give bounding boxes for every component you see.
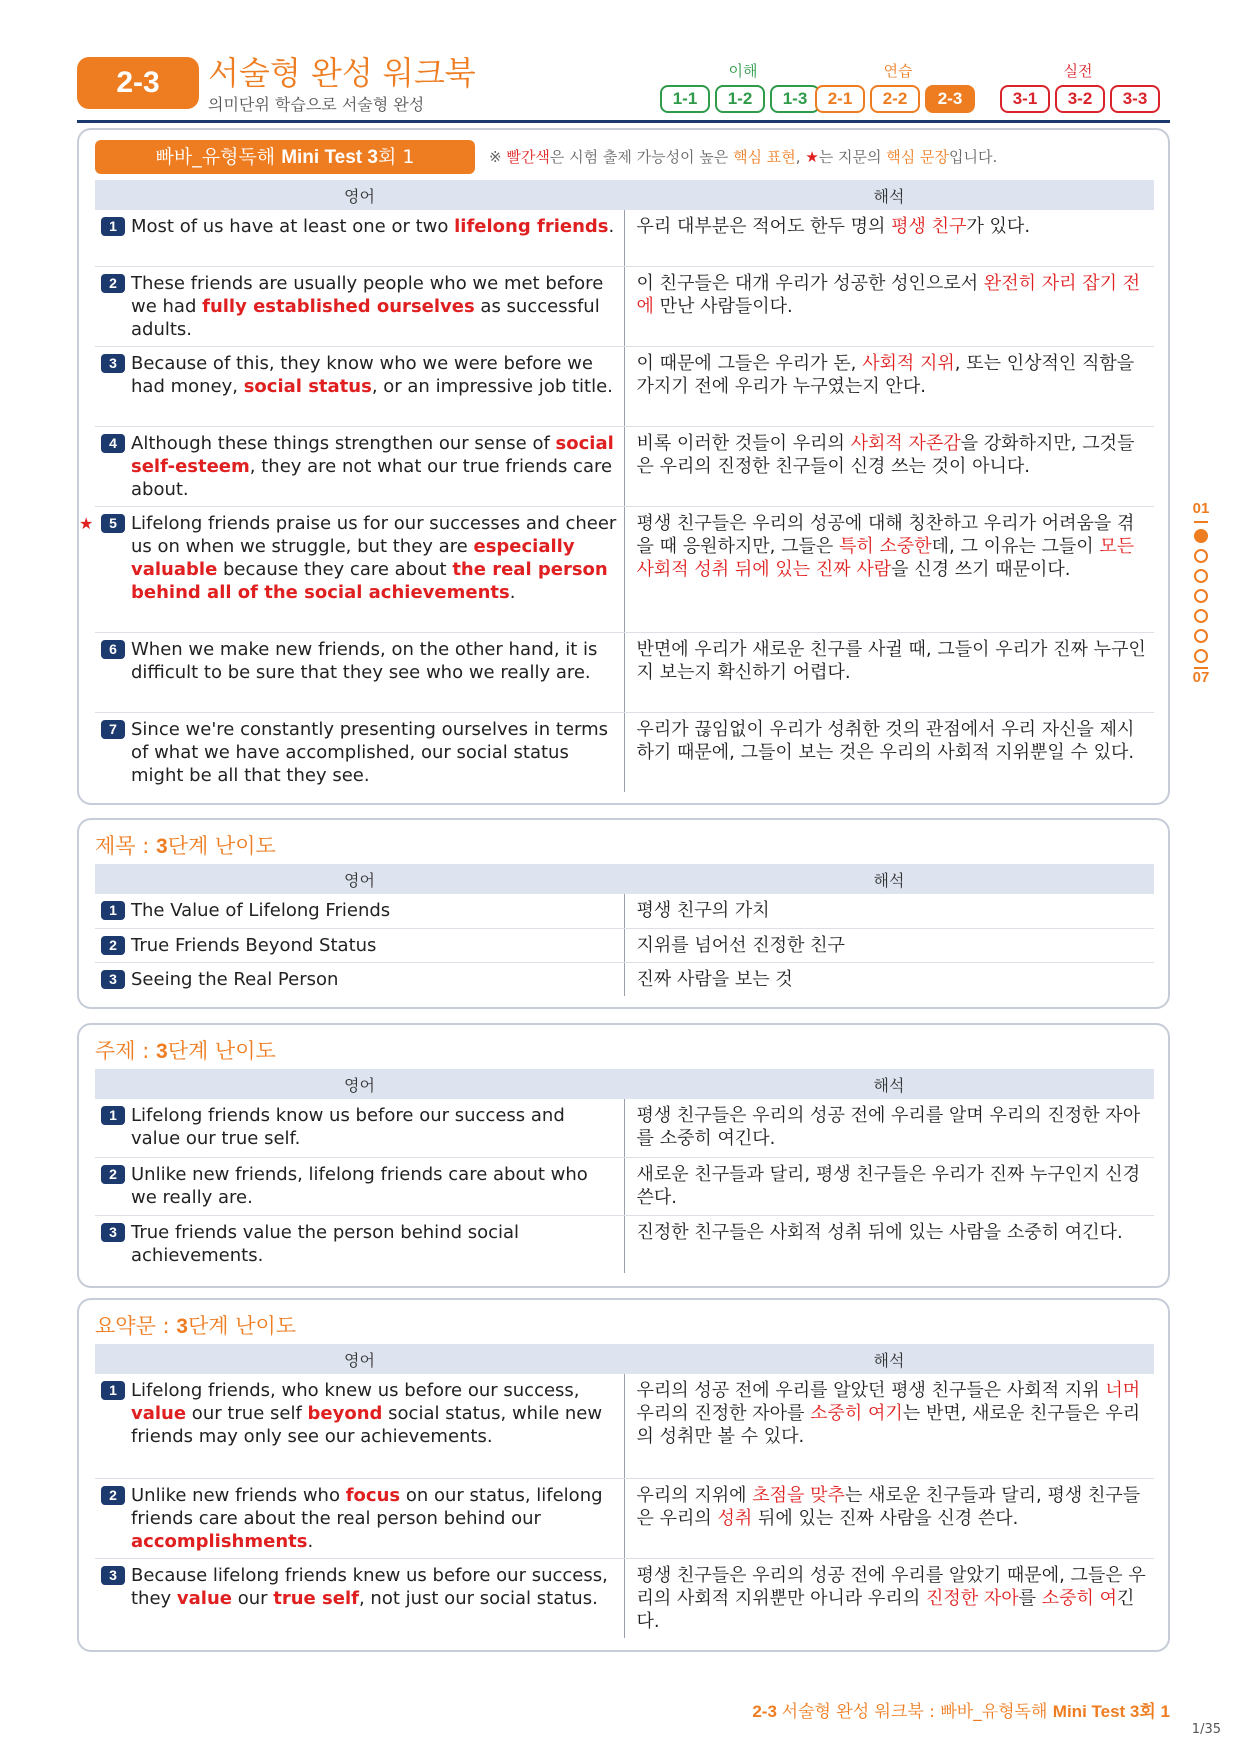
row-number-badge: 1 bbox=[101, 217, 125, 236]
section-badge: 2-3 bbox=[77, 57, 199, 109]
title-panel bbox=[77, 818, 1170, 1009]
section-heading: 요약문 : 3단계 난이도 bbox=[95, 1314, 297, 1338]
translation-cell: 우리가 끊임없이 우리가 성취한 것의 관점에서 우리 자신을 제시하기 때문에, 그들이 보는 것은 우리의 사회적 지위뿐일 수 있다. bbox=[636, 718, 1135, 763]
row-number-badge: 3 bbox=[101, 354, 125, 373]
table-row bbox=[95, 962, 1154, 996]
translation-cell: 평생 친구들은 우리의 성공 전에 우리를 알며 우리의 진정한 자아를 소중히 여긴다. bbox=[624, 1099, 1154, 1157]
page-subtitle: 의미단위 학습으로 서술형 완성 bbox=[208, 95, 425, 114]
table-row bbox=[95, 210, 1154, 266]
section-heading: 주제 : 3단계 난이도 bbox=[95, 1039, 276, 1063]
row-number-badge: 4 bbox=[101, 434, 125, 453]
table-row bbox=[95, 632, 1154, 712]
row-number-badge: 5 bbox=[101, 514, 125, 533]
table-row bbox=[95, 346, 1154, 426]
translation-cell: 우리의 지위에 초점을 맞추는 새로운 친구들과 달리, 평생 친구들은 우리의 성취 뒤에 있는 진짜 사람을 신경 쓴다. bbox=[624, 1478, 1154, 1558]
translation-cell: 지위를 넘어선 진정한 친구 bbox=[624, 928, 1154, 962]
header-divider bbox=[77, 120, 1170, 123]
step-1_2[interactable]: 1-2 bbox=[715, 85, 765, 113]
summary-table bbox=[95, 1344, 1154, 1638]
english-cell: 1 Most of us have at least one or two lifelong friends. bbox=[95, 210, 624, 266]
translation-cell: 평생 친구들은 우리의 성공 전에 우리를 알았기 때문에, 그들은 우리의 사회적 지위뿐만 아니라 우리의 진정한 자아를 소중히 여긴다. bbox=[636, 1564, 1146, 1632]
key-sentence-star-icon: ★ bbox=[79, 513, 94, 533]
translation-cell: 비록 이러한 것들이 우리의 사회적 자존감을 강화하지만, 그것들은 우리의 진정한 친구들이 신경 쓰는 것이 아니다. bbox=[624, 426, 1154, 506]
english-cell: 7 Since we're constantly presenting ourselves in terms of what we have accomplished, our social status might be all that they see. bbox=[95, 712, 624, 792]
table-row bbox=[95, 1215, 1154, 1273]
translation-cell: 평생 친구들은 우리의 성공에 대해 칭찬하고 우리가 어려움을 겪을 때 응원하지만, 그들은 특히 소중한데, 그 이유는 그들이 모든 사회적 성취 뒤에 있는 진짜 사람을 신경 쓰기 때문이다. bbox=[624, 506, 1154, 632]
theme-panel bbox=[77, 1023, 1170, 1288]
page-indicator-rule bbox=[1194, 521, 1208, 523]
row-number-badge: 1 bbox=[101, 1106, 125, 1125]
table-row bbox=[95, 712, 1154, 792]
column-header-english: 영어 bbox=[95, 180, 624, 210]
page-dot[interactable] bbox=[1194, 649, 1208, 663]
english-cell: 2 True Friends Beyond Status bbox=[95, 928, 624, 962]
footer-title: 2-3 서술형 완성 워크북 : 빠바_유형독해 Mini Test 3회 1 bbox=[752, 1702, 1170, 1722]
row-number-badge: 2 bbox=[101, 936, 125, 955]
table-row bbox=[95, 1374, 1154, 1478]
step-3_2[interactable]: 3-2 bbox=[1055, 85, 1105, 113]
page-dot[interactable] bbox=[1194, 589, 1208, 603]
step-3_3[interactable]: 3-3 bbox=[1110, 85, 1160, 113]
english-cell: 3 True friends value the person behind social achievements. bbox=[95, 1215, 624, 1273]
table-row bbox=[95, 894, 1154, 928]
translation-cell: 새로운 친구들과 달리, 평생 친구들은 우리가 진짜 누구인지 신경 쓴다. bbox=[624, 1157, 1154, 1215]
step-group-label: 이해 bbox=[728, 62, 758, 80]
page-dot[interactable] bbox=[1194, 629, 1208, 643]
row-number-badge: 6 bbox=[101, 640, 125, 659]
column-header-translation: 해석 bbox=[624, 864, 1154, 894]
row-number-badge: 3 bbox=[101, 1566, 125, 1585]
translation-cell: 이 때문에 그들은 우리가 돈, 사회적 지위, 또는 인상적인 직함을 가지기 전에 우리가 누구였는지 안다. bbox=[624, 346, 1154, 426]
step-group-label: 연습 bbox=[883, 62, 913, 80]
table-row bbox=[95, 1099, 1154, 1157]
mini-test-badge: 빠바_유형독해 Mini Test 3회 1 bbox=[95, 140, 475, 174]
page-dot[interactable] bbox=[1194, 569, 1208, 583]
column-header-translation: 해석 bbox=[624, 1344, 1154, 1374]
step-group-label: 실전 bbox=[1063, 62, 1093, 80]
mini-test-panel bbox=[77, 128, 1170, 805]
english-cell: 2 Unlike new friends, lifelong friends care about who we really are. bbox=[95, 1157, 624, 1215]
row-number-badge: 2 bbox=[101, 274, 125, 293]
table-row bbox=[95, 1558, 1154, 1638]
row-number-badge: 1 bbox=[101, 1381, 125, 1400]
row-number-badge: 7 bbox=[101, 720, 125, 739]
page-indicator-last: 07 bbox=[1192, 669, 1210, 686]
step-1_1[interactable]: 1-1 bbox=[660, 85, 710, 113]
english-cell: 3 Because lifelong friends knew us before our success, they value our true self, not just our social status. bbox=[95, 1558, 624, 1638]
mini-test-note: ※ 빨간색은 시험 출제 가능성이 높은 핵심 표현, ★는 지문의 핵심 문장입니다. bbox=[489, 148, 998, 166]
table-row bbox=[95, 928, 1154, 962]
english-cell: 3 Because of this, they know who we were before we had money, social status, or an impressive job title. bbox=[95, 346, 624, 426]
translation-cell: 진짜 사람을 보는 것 bbox=[636, 968, 793, 990]
row-number-badge: 3 bbox=[101, 970, 125, 989]
translation-cell: 평생 친구의 가치 bbox=[624, 894, 1154, 928]
page-indicator bbox=[1189, 500, 1213, 686]
column-header-english: 영어 bbox=[95, 1069, 624, 1099]
page-dot[interactable] bbox=[1194, 609, 1208, 623]
translation-cell: 진정한 친구들은 사회적 성취 뒤에 있는 사람을 소중히 여긴다. bbox=[636, 1221, 1123, 1243]
step-1_3[interactable]: 1-3 bbox=[770, 85, 820, 113]
step-3_1[interactable]: 3-1 bbox=[1000, 85, 1050, 113]
column-header-translation: 해석 bbox=[624, 180, 1154, 210]
summary-panel bbox=[77, 1298, 1170, 1652]
section-heading: 제목 : 3단계 난이도 bbox=[95, 834, 276, 858]
column-header-translation: 해석 bbox=[624, 1069, 1154, 1099]
table-row bbox=[95, 506, 1154, 632]
step-2_1[interactable]: 2-1 bbox=[815, 85, 865, 113]
row-number-badge: 3 bbox=[101, 1223, 125, 1242]
table-row bbox=[95, 266, 1154, 346]
page-title: 서술형 완성 워크북 bbox=[208, 54, 476, 92]
english-cell: 6 When we make new friends, on the other hand, it is difficult to be sure that they see who we really are. bbox=[95, 632, 624, 712]
table-row bbox=[95, 1157, 1154, 1215]
mini-test-table bbox=[79, 180, 1154, 792]
table-row bbox=[95, 426, 1154, 506]
english-cell: 1 The Value of Lifelong Friends bbox=[95, 894, 624, 928]
theme-table bbox=[95, 1069, 1154, 1273]
english-cell: 4 Although these things strengthen our sense of social self-esteem, they are not what our true friends care about. bbox=[95, 426, 624, 506]
english-cell: 1 Lifelong friends know us before our success and value our true self. bbox=[95, 1099, 624, 1157]
page-number: 1/35 bbox=[1191, 1722, 1221, 1737]
translation-cell: 우리의 성공 전에 우리를 알았던 평생 친구들은 사회적 지위 너머 우리의 진정한 자아를 소중히 여기는 반면, 새로운 친구들은 우리의 성취만 볼 수 있다. bbox=[624, 1374, 1154, 1478]
translation-cell: 우리 대부분은 적어도 한두 명의 평생 친구가 있다. bbox=[624, 210, 1154, 266]
row-number-badge: 2 bbox=[101, 1486, 125, 1505]
page-indicator-first: 01 bbox=[1192, 500, 1210, 517]
column-header-english: 영어 bbox=[95, 864, 624, 894]
translation-cell: 이 친구들은 대개 우리가 성공한 성인으로서 완전히 자리 잡기 전에 만난 사람들이다. bbox=[624, 266, 1154, 346]
english-cell: 3 Seeing the Real Person bbox=[95, 962, 624, 996]
english-cell: ★ 5 Lifelong friends praise us for our successes and cheer us on when we struggle, but they are especially valuable because they care about the real person behind all of the social achievements. bbox=[95, 506, 624, 632]
row-number-badge: 1 bbox=[101, 901, 125, 920]
english-cell: 1 Lifelong friends, who knew us before our success, value our true self beyond social status, while new friends may only see our achievements. bbox=[95, 1374, 624, 1478]
table-row bbox=[95, 1478, 1154, 1558]
title-table bbox=[95, 864, 1154, 996]
step-2_3[interactable]: 2-3 bbox=[925, 85, 975, 113]
english-cell: 2 These friends are usually people who we met before we had fully established ourselves as successful adults. bbox=[95, 266, 624, 346]
row-number-badge: 2 bbox=[101, 1165, 125, 1184]
column-header-english: 영어 bbox=[95, 1344, 624, 1374]
step-2_2[interactable]: 2-2 bbox=[870, 85, 920, 113]
page-dot[interactable] bbox=[1194, 529, 1208, 543]
translation-cell: 반면에 우리가 새로운 친구를 사귈 때, 그들이 우리가 진짜 누구인지 보는지 확신하기 어렵다. bbox=[624, 632, 1154, 712]
english-cell: 2 Unlike new friends who focus on our status, lifelong friends care about the real person behind our accomplishments. bbox=[95, 1478, 624, 1558]
page-dot[interactable] bbox=[1194, 549, 1208, 563]
